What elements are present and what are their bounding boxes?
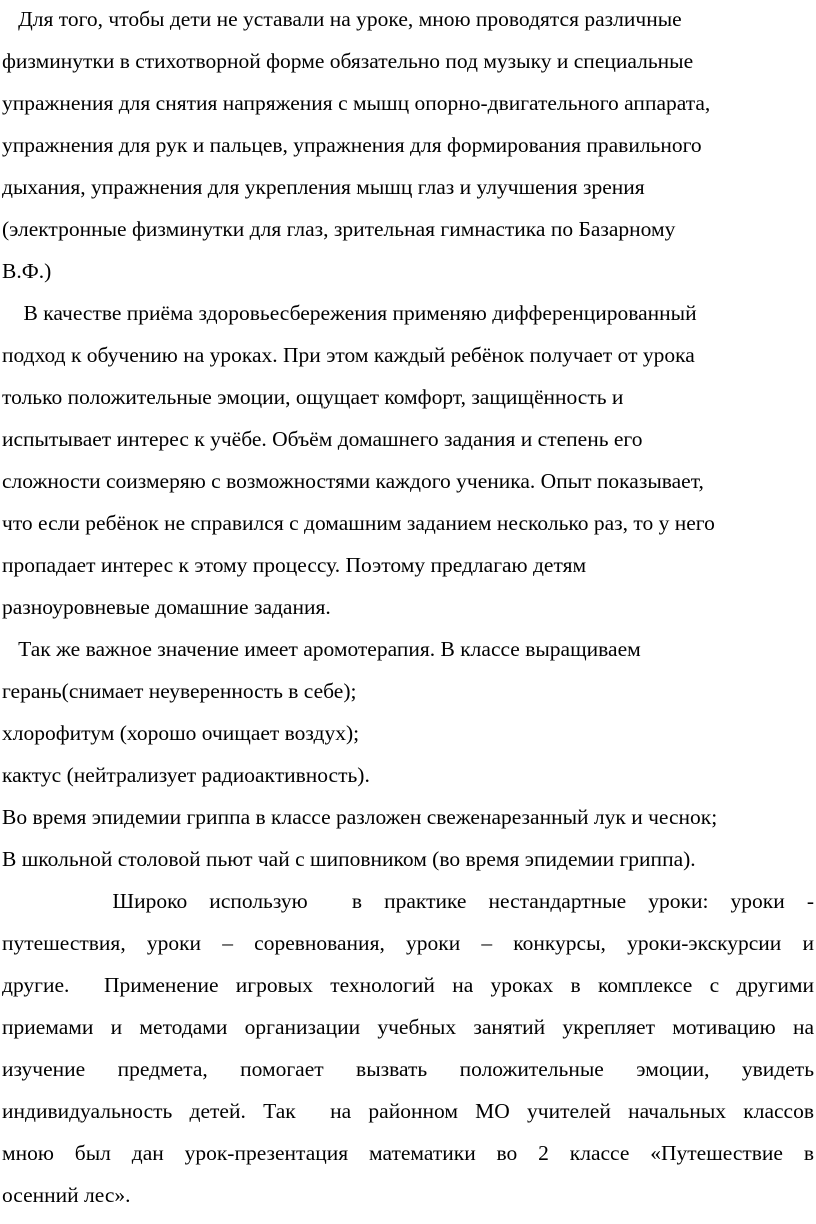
text-line: сложности соизмеряю с возможностями каждого ученика. Опыт показывает, <box>2 469 704 493</box>
text-line: изучение предмета, помогает вызвать положительные эмоции, увидеть <box>2 1057 814 1081</box>
text-line: Для того, чтобы дети не уставали на уроке, мною проводятся различные <box>2 7 682 31</box>
text-line: только положительные эмоции, ощущает комфорт, защищённость и <box>2 385 624 409</box>
text-line: Так же важное значение имеет аромотерапия. В классе выращиваем <box>2 637 641 661</box>
text-line: испытывает интерес к учёбе. Объём домашнего задания и степень его <box>2 427 643 451</box>
text-line: В качестве приёма здоровьесбережения применяю дифференцированный <box>2 301 697 325</box>
text-line: упражнения для рук и пальцев, упражнения для формирования правильного <box>2 133 702 157</box>
text-line: кактус (нейтрализует радиоактивность). <box>2 763 370 787</box>
text-line: упражнения для снятия напряжения с мышц опорно-двигательного аппарата, <box>2 91 711 115</box>
text-line: герань(снимает неуверенность в себе); <box>2 679 357 703</box>
text-line: подход к обучению на уроках. При этом каждый ребёнок получает от урока <box>2 343 695 367</box>
text-line: (электронные физминутки для глаз, зрительная гимнастика по Базарному <box>2 217 676 241</box>
text-line: хлорофитум (хорошо очищает воздух); <box>2 721 360 745</box>
text-line: осенний лес». <box>2 1183 131 1207</box>
text-line: пропадает интерес к этому процессу. Поэтому предлагаю детям <box>2 553 587 577</box>
text-line: приемами и методами организации учебных занятий укрепляет мотивацию на <box>2 1015 814 1039</box>
text-line: мною был дан урок-презентация математики во 2 классе «Путешествие в <box>2 1141 814 1165</box>
text-line: В.Ф.) <box>2 259 52 283</box>
text-line: Широко использую в практике нестандартные уроки: уроки - <box>2 889 814 913</box>
text-line: что если ребёнок не справился с домашним заданием несколько раз, то у него <box>2 511 715 535</box>
text-line: путешествия, уроки – соревнования, уроки – конкурсы, уроки-экскурсии и <box>2 931 814 955</box>
text-line: другие. Применение игровых технологий на уроках в комплексе с другими <box>2 973 814 997</box>
text-line: разноуровневые домашние задания. <box>2 595 331 619</box>
text-line: дыхания, упражнения для укрепления мышц глаз и улучшения зрения <box>2 175 645 199</box>
text-line: В школьной столовой пьют чай с шиповником (во время эпидемии гриппа). <box>2 847 696 871</box>
text-line: физминутки в стихотворной форме обязательно под музыку и специальные <box>2 49 694 73</box>
text-line: Во время эпидемии гриппа в классе разложен свеженарезанный лук и чеснок; <box>2 805 718 829</box>
text-line: индивидуальность детей. Так на районном МО учителей начальных классов <box>2 1099 814 1123</box>
